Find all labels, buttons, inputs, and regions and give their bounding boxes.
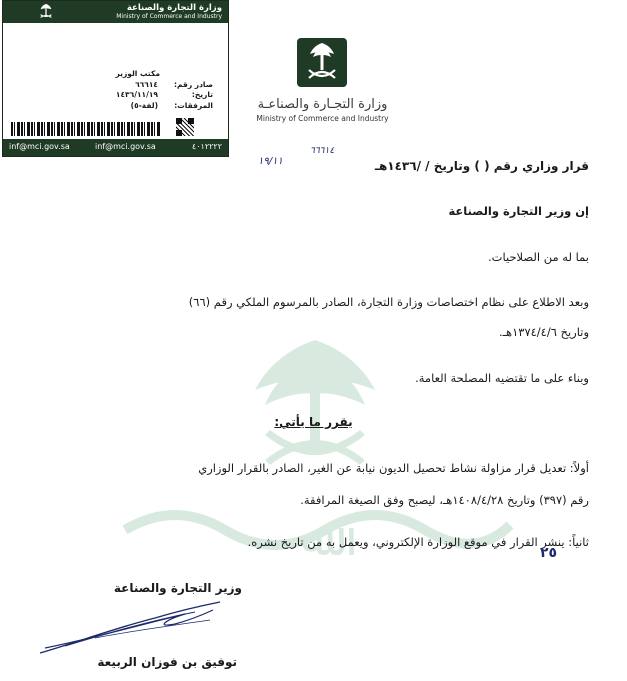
qr-code xyxy=(176,118,194,136)
stamp-footer xyxy=(3,139,228,156)
stamp-date-label: تاريخ: xyxy=(191,90,213,99)
article-first-line-1: أولاً: تعديل قرار مزاولة نشاط تحصيل الديون نيابة عن الغير، الصادر بالقرار الوزاري xyxy=(198,461,589,475)
handwritten-mark: ٢٥ xyxy=(540,545,558,561)
palm-swords-emblem-icon xyxy=(37,3,55,21)
signatory-title: وزير التجارة والصناعة xyxy=(113,581,242,595)
stamp-office: مكتب الوزير xyxy=(115,69,160,78)
svg-text:ﷲ: ﷲ xyxy=(301,512,329,566)
addressee: إن وزير التجارة والصناعة xyxy=(448,204,589,218)
stamp-email-1: inf@mci.gov.sa xyxy=(9,142,70,151)
handwritten-signature xyxy=(35,598,225,658)
stamp-issued-label: صادر رقم: xyxy=(174,80,213,89)
handwritten-decision-number: ٦٦٦١٤ xyxy=(310,146,335,156)
ministry-emblem-icon xyxy=(297,38,347,87)
stamp-ministry-ar: وزارة التجارة والصناعة xyxy=(126,3,222,13)
article-second: ثانياً: ينشر القرار في موقع الوزارة الإلكتروني، ويعمل به من تاريخ نشره. xyxy=(247,535,589,549)
stamp-date-value: ١٤٣٦/١١/١٩ xyxy=(115,90,158,99)
stamp-attachments-label: المرفقات: xyxy=(174,101,213,110)
letterhead-ministry-ar: وزارة التجـارة والصناعـة xyxy=(257,97,388,112)
registration-stamp xyxy=(2,0,229,157)
paragraph-authority: بما له من الصلاحيات. xyxy=(487,250,589,264)
decrees-heading: يقرر ما يأتي: xyxy=(274,415,353,429)
letterhead-ministry-en: Ministry of Commerce and Industry xyxy=(256,114,389,123)
signatory-name: توفيق بن فوزان الربيعة xyxy=(97,655,237,669)
stamp-attachments-value: (لفة-٥) xyxy=(130,101,158,110)
stamp-header xyxy=(3,1,228,23)
stamp-code: ٤٠١٢٢٢٢ xyxy=(191,142,222,151)
paragraph-public-interest: وبناء على ما تقتضيه المصلحة العامة. xyxy=(415,371,589,385)
stamp-ministry-en: Ministry of Commerce and Industry xyxy=(116,13,222,20)
decision-title: قرار وزاري رقم ( ) وتاريخ / /١٤٣٦هـ xyxy=(374,159,589,173)
article-first-line-2: رقم (٣٩٧) وتاريخ ١٤٠٨/٤/٢٨هـ، ليصبح وفق الصيغة المرافقة. xyxy=(300,493,589,507)
stamp-email-2: inf@mci.gov.sa xyxy=(95,142,156,151)
paragraph-reference-1: وبعد الاطلاع على نظام اختصاصات وزارة التجارة، الصادر بالمرسوم الملكي رقم (٦٦) xyxy=(188,295,589,309)
handwritten-decision-date: ١٩/١١ xyxy=(258,156,283,167)
paragraph-reference-2: وتاريخ ١٣٧٤/٤/٦هـ. xyxy=(499,325,589,339)
stamp-issued-value: ٦٦٦١٤ xyxy=(135,80,158,89)
barcode xyxy=(11,122,161,136)
